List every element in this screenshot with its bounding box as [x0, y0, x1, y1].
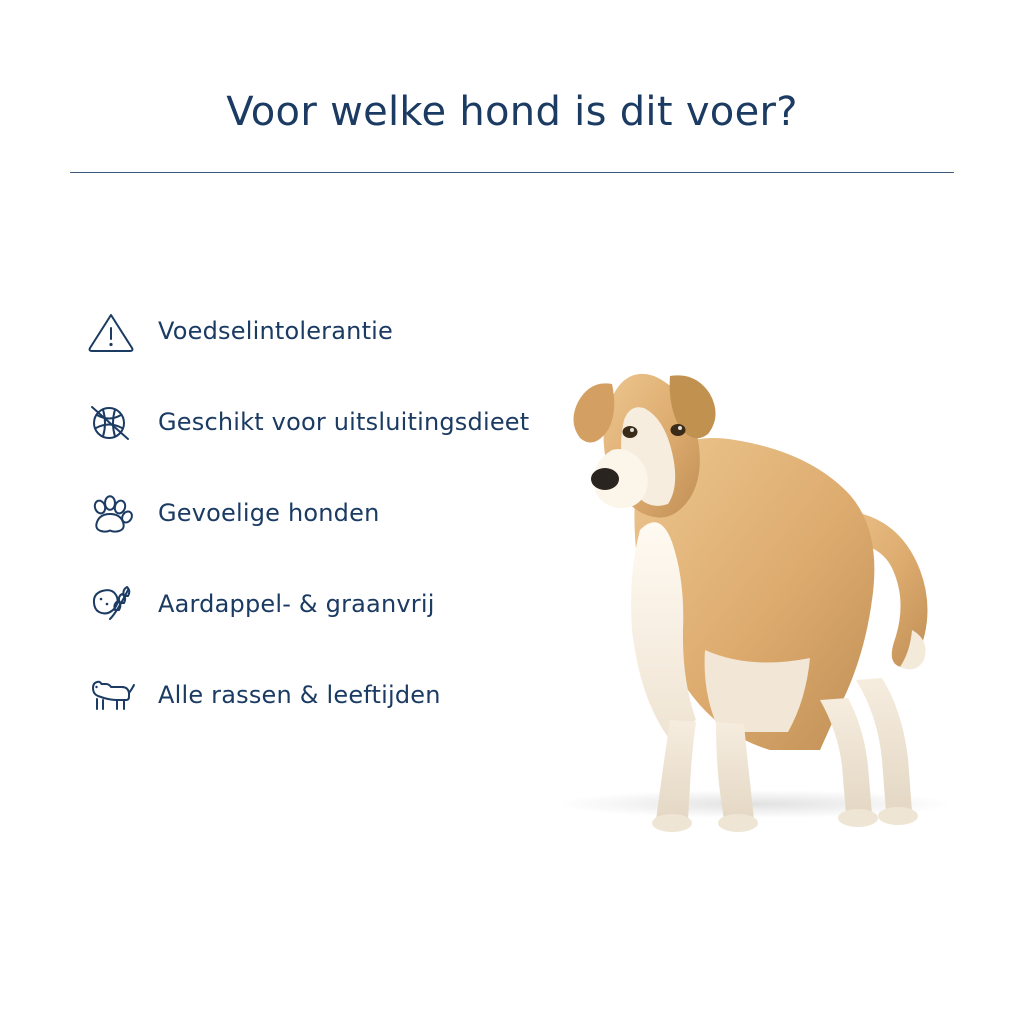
list-item	[82, 391, 552, 453]
warning-triangle-icon	[82, 302, 140, 360]
dog-photo	[520, 280, 990, 840]
dog-silhouette-icon	[82, 666, 140, 724]
feature-label: Aardappel- & graanvrij	[158, 590, 435, 618]
feature-label: Gevoelige honden	[158, 499, 380, 527]
paw-print-icon	[82, 484, 140, 542]
potato-grain-icon	[82, 575, 140, 633]
feature-list	[82, 300, 552, 726]
crossed-yarn-icon	[82, 393, 140, 451]
page-title: Voor welke hond is dit voer?	[226, 89, 798, 135]
header-divider	[70, 172, 954, 173]
list-item	[82, 573, 552, 635]
header	[0, 88, 1024, 136]
feature-label: Alle rassen & leeftijden	[158, 681, 441, 709]
list-item	[82, 482, 552, 544]
feature-label: Geschikt voor uitsluitingsdieet	[158, 408, 530, 436]
list-item	[82, 300, 552, 362]
list-item	[82, 664, 552, 726]
feature-label: Voedselintolerantie	[158, 317, 394, 345]
